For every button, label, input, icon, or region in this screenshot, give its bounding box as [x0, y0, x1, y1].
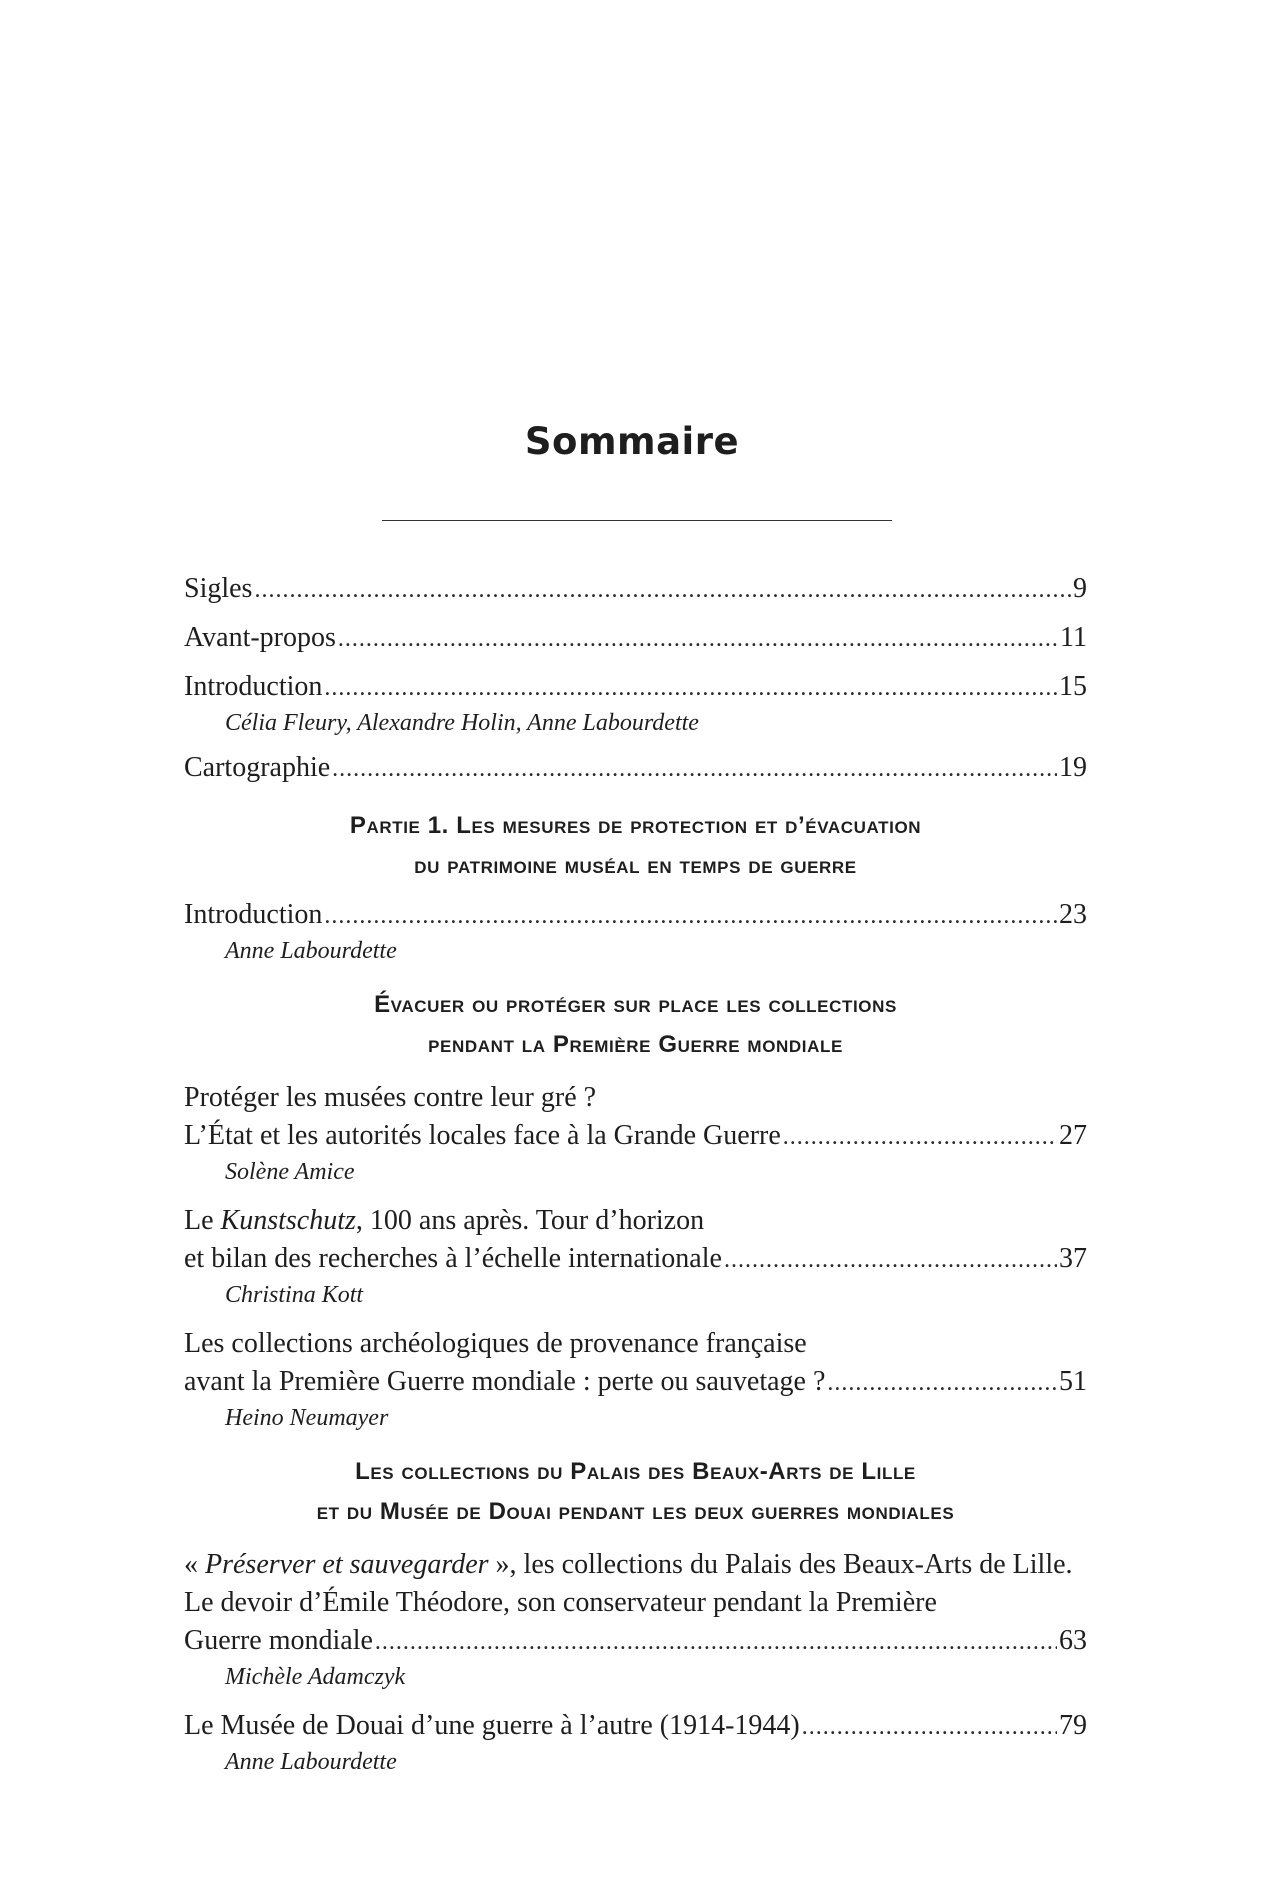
toc-entry-title-line: avant la Première Guerre mondiale : perte ou sauvetage ?	[184, 1366, 826, 1397]
toc-entry-author: Christina Kott	[225, 1282, 364, 1308]
toc-entry	[184, 668, 1087, 739]
toc-entry	[184, 570, 1087, 609]
toc-page-number: 15	[1059, 671, 1087, 702]
dot-leader	[324, 897, 1057, 935]
dot-leader	[783, 1118, 1057, 1156]
toc-entry-title: Le Musée de Douai d’une guerre à l’autre (1914-1944)	[184, 1710, 800, 1741]
dot-leader	[332, 750, 1057, 788]
toc-entry-title-line: et bilan des recherches à l’échelle internationale	[184, 1243, 722, 1274]
part-heading-line: Partie 1. Les mesures de protection et d’évacuation	[349, 812, 922, 839]
toc-page-number: 23	[1059, 899, 1087, 930]
toc-entry	[184, 1079, 1087, 1188]
section-heading-line: Les collections du Palais des Beaux-Arts de Lille	[355, 1458, 916, 1485]
section-heading-line: et du Musée de Douai pendant les deux guerres mondiales	[316, 1498, 955, 1525]
toc-page-number: 79	[1059, 1710, 1087, 1741]
toc-page-number: 9	[1073, 573, 1087, 604]
toc-entry-title-line: Guerre mondiale	[184, 1625, 373, 1656]
toc-entry-author: Solène Amice	[225, 1159, 355, 1185]
toc-page-number: 27	[1059, 1120, 1087, 1151]
toc-entry-title: Introduction	[184, 899, 323, 930]
italic-title-text: Kunstschutz	[220, 1205, 356, 1236]
toc-entry-title: Avant-propos	[184, 622, 336, 653]
dot-leader	[827, 1364, 1057, 1402]
toc-page-number: 51	[1059, 1366, 1087, 1397]
section-heading-line: Évacuer ou protéger sur place les collections	[374, 991, 897, 1018]
toc-entry-title-line	[184, 1202, 1087, 1240]
toc-entry-title-line: Le devoir d’Émile Théodore, son conservateur pendant la Première	[184, 1587, 937, 1618]
toc-page-number: 11	[1060, 622, 1087, 653]
toc-entry-title-line: Protéger les musées contre leur gré ?	[184, 1082, 597, 1113]
toc-entry	[184, 749, 1087, 788]
part-heading-line: du patrimoine muséal en temps de guerre	[414, 852, 857, 879]
toc-entry-author: Anne Labourdette	[225, 938, 397, 964]
dot-leader	[802, 1708, 1057, 1746]
section-heading-line: pendant la Première Guerre mondiale	[428, 1031, 843, 1058]
toc-entry	[184, 1546, 1087, 1693]
toc-entry-title-line: L’État et les autorités locales face à la Grande Guerre	[184, 1120, 781, 1151]
dot-leader	[324, 669, 1057, 707]
toc-entry-author: Anne Labourdette	[225, 1749, 397, 1775]
toc-entry-title: Cartographie	[184, 752, 331, 783]
toc-entry-title: Sigles	[184, 573, 253, 604]
toc-page-number: 19	[1059, 752, 1087, 783]
title-text: », les collections du Palais des Beaux-Arts de Lille.	[488, 1549, 1073, 1580]
toc-entry	[184, 1707, 1087, 1778]
toc-entry-author: Heino Neumayer	[225, 1405, 389, 1431]
part-heading	[184, 806, 1087, 886]
dot-leader	[724, 1241, 1057, 1279]
toc-entry-title: Introduction	[184, 671, 323, 702]
toc-entry	[184, 1202, 1087, 1311]
italic-title-text: Préserver et sauvegarder	[205, 1549, 489, 1580]
page-title: Sommaire	[524, 420, 740, 463]
toc-entry-author: Michèle Adamczyk	[225, 1664, 406, 1690]
toc-entry-author: Célia Fleury, Alexandre Holin, Anne Labourdette	[225, 710, 699, 736]
dot-leader	[338, 620, 1058, 658]
title-text: , 100 ans après. Tour d’horizon	[355, 1205, 705, 1236]
table-of-contents	[184, 570, 1087, 1778]
toc-entry-title-line	[184, 1546, 1087, 1584]
toc-page-number: 63	[1059, 1625, 1087, 1656]
section-heading	[184, 985, 1087, 1065]
dot-leader	[254, 571, 1071, 609]
section-heading	[184, 1452, 1087, 1532]
dot-leader	[375, 1623, 1057, 1661]
title-text: Le	[184, 1205, 221, 1236]
title-text: «	[184, 1549, 205, 1580]
toc-entry	[184, 619, 1087, 658]
title-divider	[382, 520, 892, 521]
toc-entry	[184, 896, 1087, 967]
toc-entry-title-line: Les collections archéologiques de provenance française	[184, 1328, 807, 1359]
toc-entry	[184, 1325, 1087, 1434]
toc-page-number: 37	[1059, 1243, 1087, 1274]
